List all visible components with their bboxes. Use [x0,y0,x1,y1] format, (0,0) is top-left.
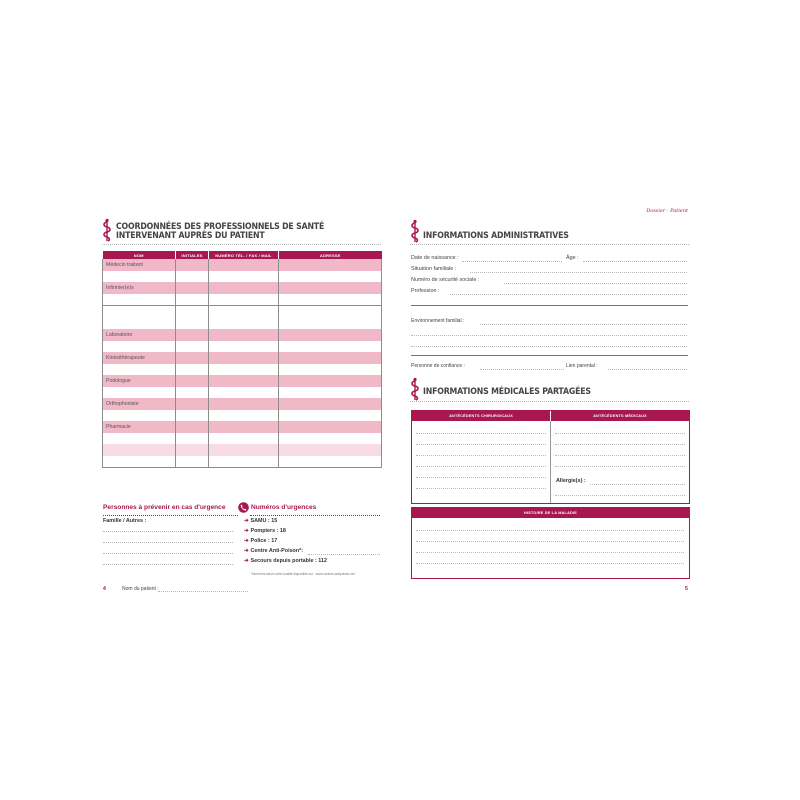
page-number: 4 [103,586,106,592]
lien-parental-field[interactable] [608,369,687,370]
row-label [103,318,176,330]
table-row [103,352,382,364]
write-line[interactable] [416,541,684,542]
divider [103,515,238,516]
cell[interactable] [209,433,279,445]
cell[interactable] [209,318,279,330]
table-row [103,282,382,294]
col-adresse: ADRESSE [279,251,382,259]
table-row [103,375,382,387]
row-label: Laboratoire [103,329,176,341]
numero-text: Centre Anti-Poison*: [250,548,304,554]
table-row [103,341,382,353]
profession-label: Profession : [411,288,440,294]
environnement-field[interactable] [480,324,687,325]
cell[interactable] [279,282,382,294]
page-number: 5 [685,586,688,592]
row-label [103,306,176,318]
col-initiales: INITIALES [176,251,209,259]
write-line[interactable] [416,563,684,564]
divider [250,515,380,516]
row-label: Kinésithérapeute [103,352,176,364]
cell[interactable] [279,433,382,445]
row-label: Orthophoniste [103,398,176,410]
admin-title: INFORMATIONS ADMINISTRATIVES [423,231,569,241]
professionals-table [102,251,382,468]
cell[interactable] [209,259,279,271]
cell[interactable] [176,352,209,364]
environnement-label: Environnement familial : [411,318,465,324]
cell[interactable] [209,456,279,468]
secu-field[interactable] [504,283,687,284]
table-row [103,398,382,410]
cell[interactable] [209,282,279,294]
cell[interactable] [176,306,209,318]
age-label: Âge : [566,255,579,261]
left-page [94,205,392,600]
date-naissance-label: Date de naissance : [411,255,459,261]
cell[interactable] [176,421,209,433]
situation-field[interactable] [470,272,687,273]
row-label [103,387,176,399]
cell[interactable] [209,329,279,341]
col-numero: NUMÉRO TÉL. / FAX / MAIL [209,251,279,259]
caduceus-icon [410,377,420,401]
footnote: *Numéros selon votre localité disponible sur : www.centres-antipoison.net [251,572,355,576]
write-line[interactable] [103,531,233,532]
urgence-contacts-title: Personnes à prévenir en cas d'urgence [103,504,226,511]
cell[interactable] [209,375,279,387]
secu-label: Numéro de sécurité sociale : [411,277,480,283]
write-line[interactable] [103,542,233,543]
arrow-icon: ➔ [244,518,249,524]
table-row [103,421,382,433]
histoire-box [411,507,690,579]
write-line[interactable] [416,488,546,489]
table-row [103,433,382,445]
table-row [103,329,382,341]
pros-title-line2: INTERVENANT AUPRÈS DU PATIENT [116,231,265,241]
cell[interactable] [279,456,382,468]
table-row [103,294,382,306]
cell[interactable] [176,329,209,341]
cell[interactable] [176,318,209,330]
cell[interactable] [176,294,209,306]
cell[interactable] [279,306,382,318]
numero-text: SAMU : 15 [250,518,278,524]
write-line[interactable] [411,346,687,347]
cell[interactable] [176,444,209,456]
cell[interactable] [176,271,209,283]
nom-patient-label: Nom du patient : [122,586,159,592]
cell[interactable] [176,456,209,468]
cell[interactable] [279,398,382,410]
allergies-field[interactable] [590,484,685,485]
numero-police [244,538,277,544]
arrow-icon: ➔ [244,528,249,534]
separator [411,305,688,306]
write-line[interactable] [555,495,685,496]
medical-title: INFORMATIONS MÉDICALES PARTAGÉES [423,387,591,397]
divider [410,244,689,245]
divider [102,244,381,245]
cell[interactable] [176,364,209,376]
cell[interactable] [209,410,279,422]
write-line[interactable] [158,591,248,592]
table-row [103,456,382,468]
numero-samu [244,518,277,524]
caduceus-icon [102,218,112,242]
row-label: Infirmier(e)s [103,282,176,294]
row-label [103,341,176,353]
table-row [103,364,382,376]
numero-text: Police : 17 [250,538,278,544]
personne-confiance-label: Personne de confiance : [411,363,465,369]
row-label [103,410,176,422]
personne-confiance-field[interactable] [480,369,564,370]
table-header-row [103,251,382,259]
cell[interactable] [176,375,209,387]
cell[interactable] [209,421,279,433]
cell[interactable] [176,341,209,353]
cell[interactable] [209,352,279,364]
cell[interactable] [176,259,209,271]
row-label [103,364,176,376]
arrow-icon: ➔ [244,558,249,564]
numero-portable [244,558,327,564]
separator [411,355,688,356]
cell[interactable] [209,306,279,318]
cell[interactable] [209,341,279,353]
write-line[interactable] [103,564,233,565]
write-line[interactable] [555,466,685,467]
antecedents-med-header: ANTÉCÉDENTS MÉDICAUX [551,411,689,421]
cell[interactable] [176,398,209,410]
col-nom: NOM [103,251,176,259]
write-line[interactable] [416,530,684,531]
right-page [402,205,702,600]
cell[interactable] [279,421,382,433]
arrow-icon: ➔ [244,538,249,544]
cell[interactable] [279,294,382,306]
cell[interactable] [209,444,279,456]
cell[interactable] [279,341,382,353]
cell[interactable] [176,282,209,294]
antecedents-chir-header: ANTÉCÉDENTS CHIRURGICAUX [412,411,550,421]
cell[interactable] [279,329,382,341]
cell[interactable] [176,410,209,422]
cell[interactable] [279,410,382,422]
numeros-urgence-title: Numéros d'urgences [251,504,317,511]
cell[interactable] [279,375,382,387]
table-row [103,318,382,330]
caduceus-icon [410,219,420,243]
cell[interactable] [176,433,209,445]
write-line[interactable] [416,466,546,467]
cell[interactable] [279,364,382,376]
cell[interactable] [279,318,382,330]
row-label: Podologue [103,375,176,387]
allergies-label: Allergie(s) : [556,478,586,484]
table-row [103,259,382,271]
antecedents-box [411,410,690,504]
cell[interactable] [209,398,279,410]
cell[interactable] [279,259,382,271]
write-line[interactable] [555,433,685,434]
column-divider [550,421,551,503]
profession-field[interactable] [450,294,687,295]
numero-antipoison [244,548,303,554]
lien-parental-label: Lien parental : [566,363,598,369]
row-label: Pharmacie [103,421,176,433]
table-row [103,387,382,399]
numero-pompiers [244,528,286,534]
row-label [103,294,176,306]
row-label [103,433,176,445]
histoire-header: HISTOIRE DE LA MALADIE [412,508,689,518]
header-script: Dossier · Patient [646,208,688,214]
table-row [103,271,382,283]
write-line[interactable] [411,335,687,336]
row-label [103,271,176,283]
situation-label: Situation familiale : [411,266,457,272]
row-label [103,456,176,468]
write-line[interactable] [555,455,685,456]
write-line[interactable] [416,552,684,553]
write-line[interactable] [555,444,685,445]
table-row [103,410,382,422]
table-row [103,444,382,456]
write-line[interactable] [416,455,546,456]
cell[interactable] [279,271,382,283]
cell[interactable] [279,387,382,399]
cell[interactable] [209,387,279,399]
divider [410,401,689,402]
numero-text: Pompiers : 18 [250,528,286,534]
cell[interactable] [279,352,382,364]
cell[interactable] [209,271,279,283]
write-line[interactable] [416,477,546,478]
row-label [103,444,176,456]
table-row [103,306,382,318]
write-line[interactable] [416,444,546,445]
arrow-icon: ➔ [244,548,249,554]
write-line[interactable] [308,554,380,555]
cell[interactable] [209,364,279,376]
cell[interactable] [176,387,209,399]
row-label: Médecin traitant [103,259,176,271]
phone-icon [238,502,249,513]
write-line[interactable] [103,553,233,554]
famille-label: Famille / Autres : [103,518,147,524]
age-field[interactable] [583,261,687,262]
cell[interactable] [279,444,382,456]
write-line[interactable] [416,433,546,434]
cell[interactable] [209,294,279,306]
pros-title-line1: COORDONNÉES DES PROFESSIONNELS DE SANTÉ [116,222,325,232]
numero-text: Secours depuis portable : 112 [250,558,327,564]
date-naissance-field[interactable] [462,261,562,262]
